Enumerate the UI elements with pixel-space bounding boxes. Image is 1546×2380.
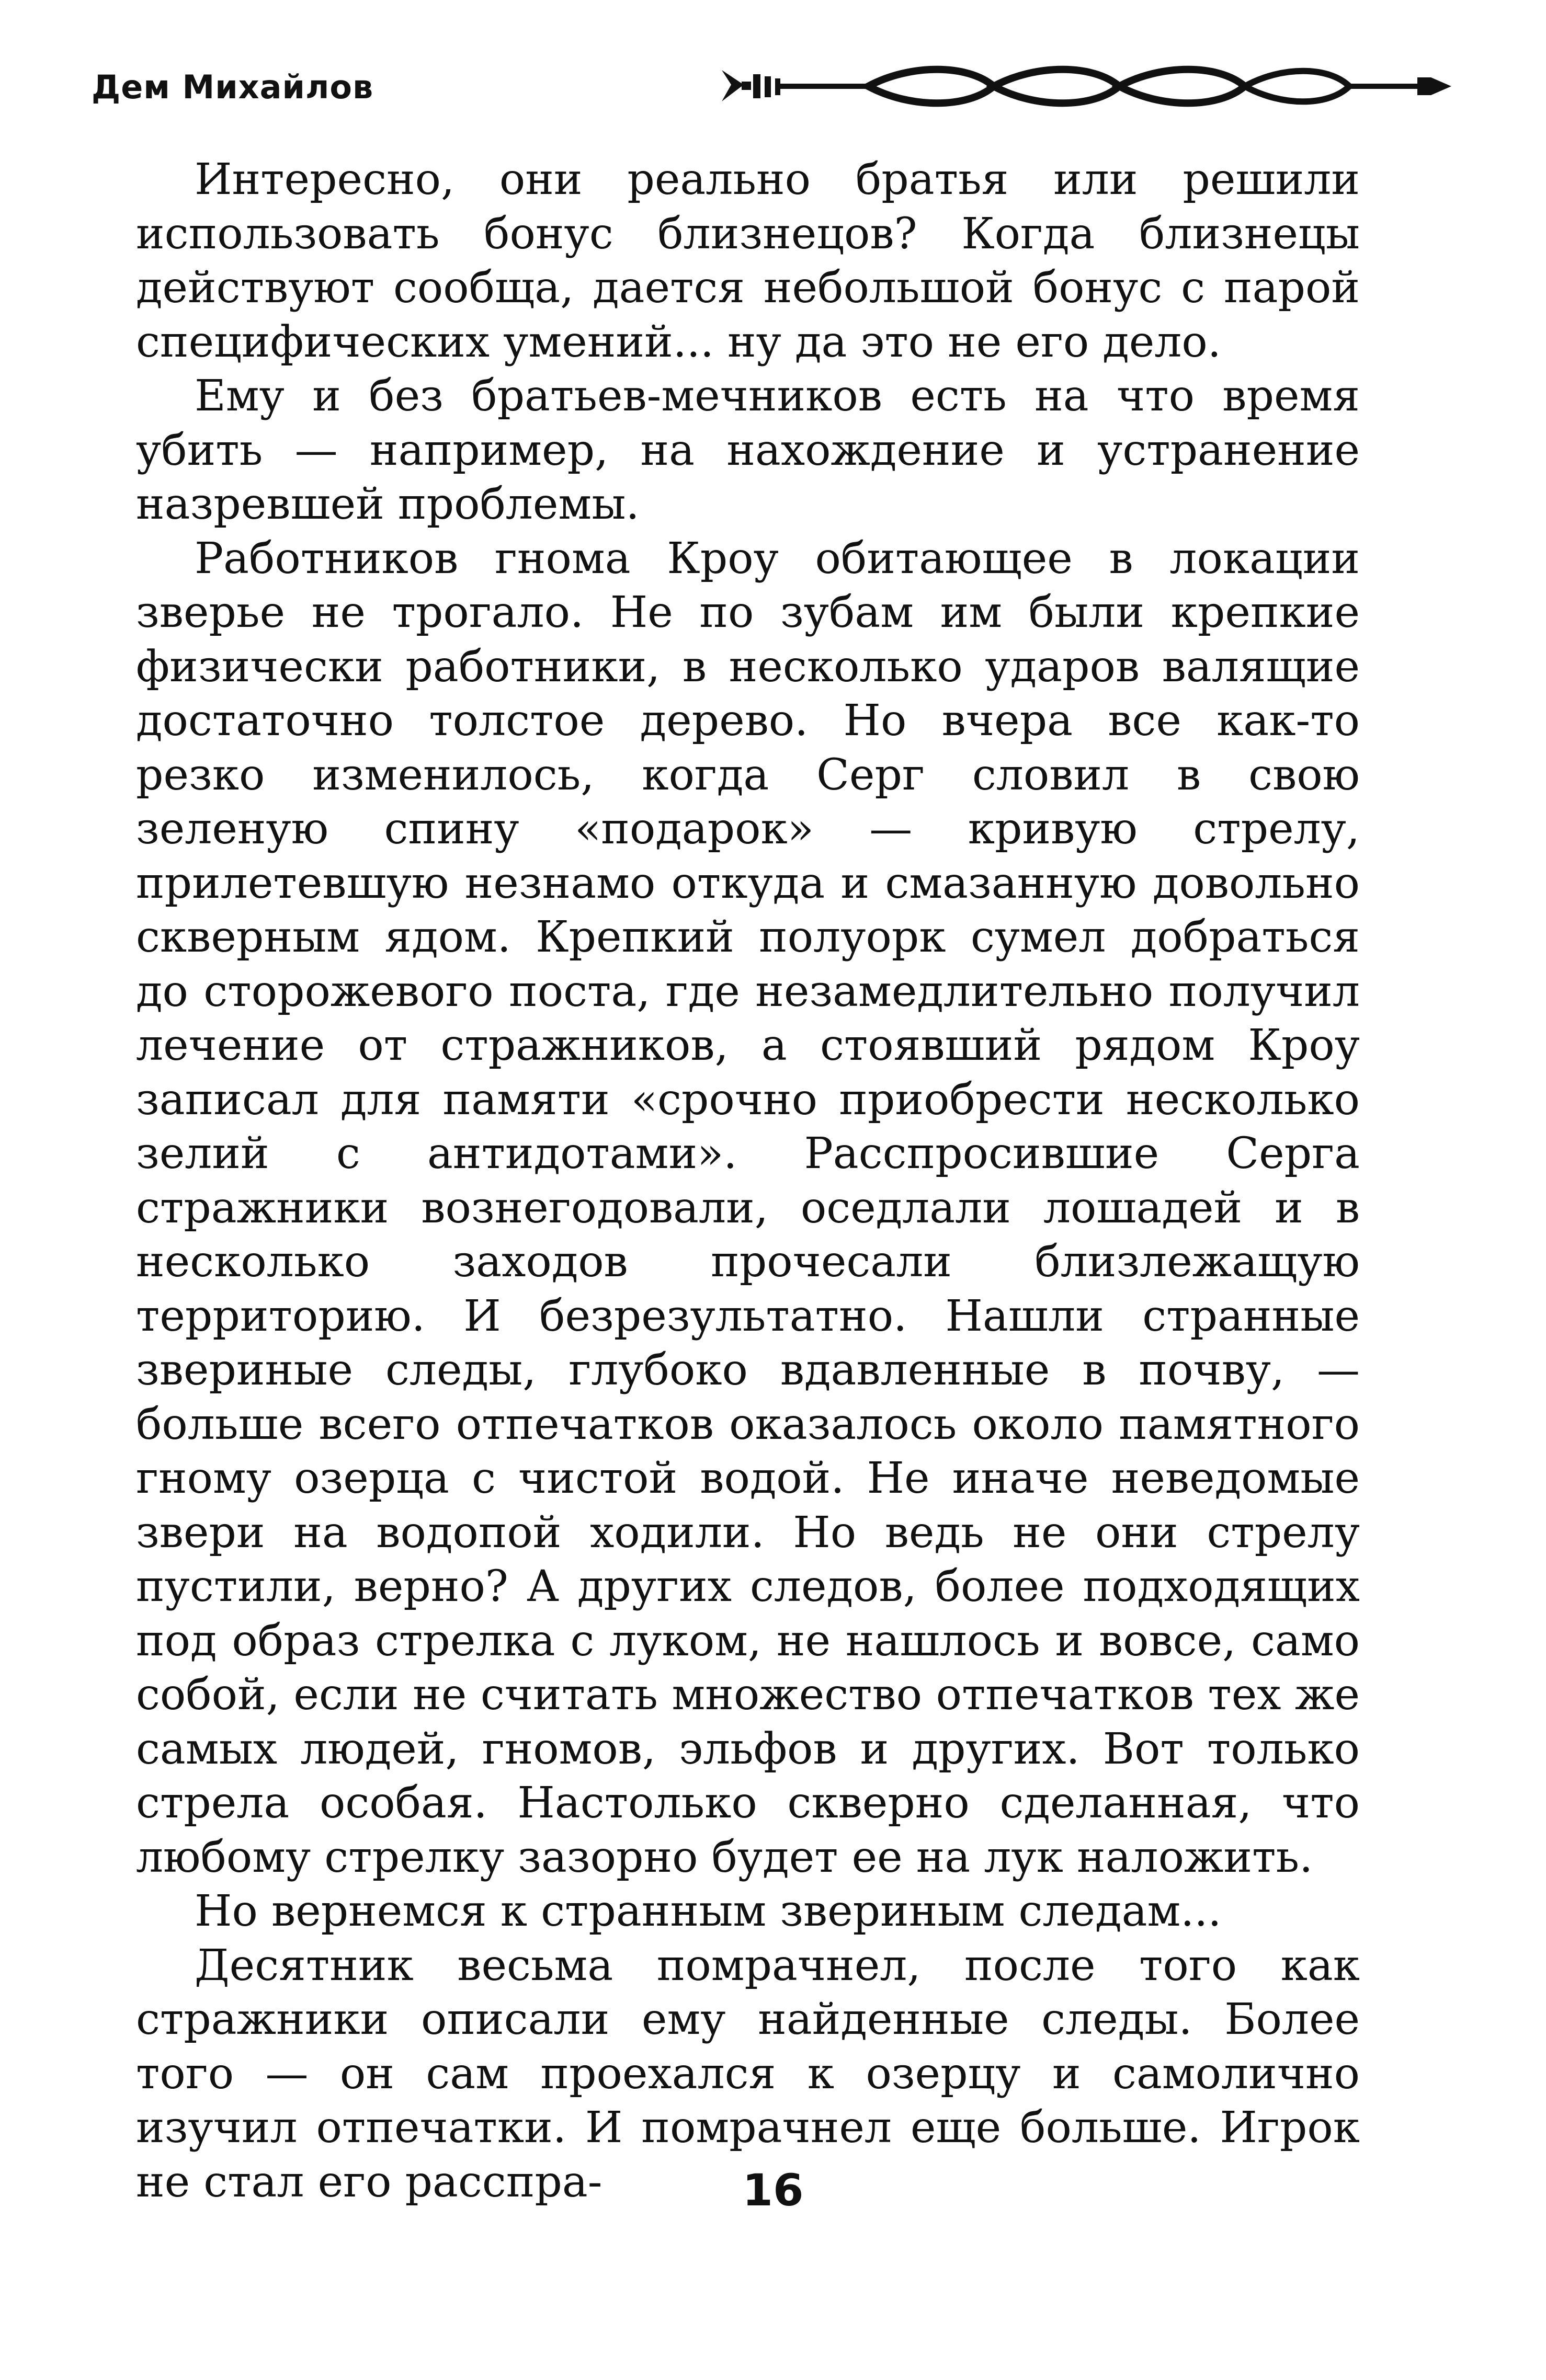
paragraph: Ему и без братьев-мечников есть на что время убить — например, на нахождение и устранение назревшей проблемы. — [136, 371, 1360, 529]
paragraph: Десятник весьма помрачнел, после того как стражники описали ему найденные следы. Более того — он сам проехался к озерцу и самолично изучил отпечатки. И помрачнел еще больше. Игрок не стал его расспра- — [136, 1940, 1360, 2207]
paragraph: Интересно, они реально братья или решили использовать бонус близнецов? Когда близнецы действуют сообща, дается небольшой бонус с парой специфических умений... ну да это не его дело. — [136, 155, 1360, 367]
page-number: 16 — [742, 2165, 804, 2216]
paragraph: Работников гнома Кроу обитающее в локации зверье не трогало. Не по зубам им были крепкие физически работники, в несколько ударов валящие достаточно толстое дерево. Но вчера все как-то резко изменилось, когда Серг словил в свою зеленую спину «подарок» — кривую стрелу, прилетевшую незнамо откуда и смазанную довольно скверным ядом. Крепкий полуорк сумел добраться до сторожевого поста, где незамедлительно получил лечение от стражников, а стоявший рядом Кроу записал для памяти «срочно приобрести несколько зелий с антидотами». Расспросившие Серга стражники вознегодовали, оседлали лошадей и в несколько заходов прочесали близлежащую территорию. И безрезультатно. Нашли странные звериные следы, глубоко вдавленные в почву, — больше всего отпечатков оказалось около памятного гному озерца с чистой водой. Не иначе неведомые звери на водопой ходили. Но ведь не они стрелу пустили, верно? А других следов, более подходящих под образ стрелка с луком, не нашлось и вовсе, само собой, если не считать множество отпечатков тех же самых людей, гномов, эльфов и других. Вот только стрела особая. Настолько скверно сделанная, что любому стрелку зазорно будет ее на лук наложить. — [136, 533, 1360, 1882]
running-head-author: Дем Михайлов — [92, 68, 374, 106]
paragraph: Но вернемся к странным звериным следам... — [195, 1886, 1222, 1936]
body-text — [136, 153, 1360, 2209]
running-head — [92, 59, 1451, 121]
decorative-chain-ornament-icon — [722, 59, 1451, 116]
